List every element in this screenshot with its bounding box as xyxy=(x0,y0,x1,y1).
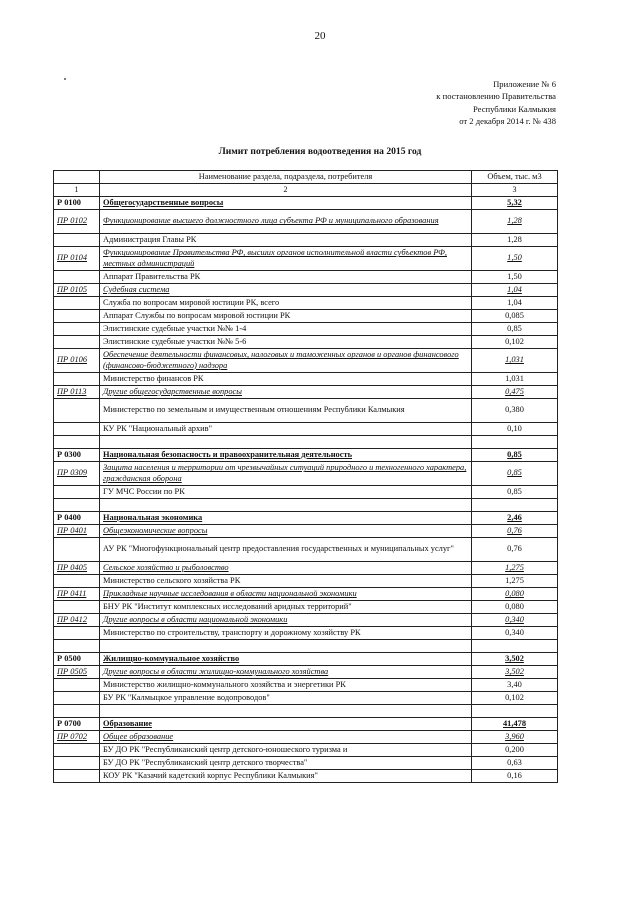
code-cell: ПР 0309 xyxy=(54,462,100,486)
code-cell: ПР 0113 xyxy=(54,386,100,399)
code-cell xyxy=(54,234,100,247)
code-cell xyxy=(54,271,100,284)
code-cell xyxy=(54,575,100,588)
name-cell: Функционирование Правительства РФ, высших органов исполнительной власти субъектов РФ, местных администраций xyxy=(100,247,472,271)
code-cell: ПР 0102 xyxy=(54,210,100,234)
consumer-row xyxy=(54,627,558,640)
code-cell xyxy=(54,757,100,770)
code-cell: ПР 0702 xyxy=(54,731,100,744)
subsection-row xyxy=(54,525,558,538)
consumer-row xyxy=(54,399,558,423)
code-cell: Р 0100 xyxy=(54,197,100,210)
volume-cell: 0,085 xyxy=(472,310,558,323)
section-row xyxy=(54,718,558,731)
code-cell: Р 0500 xyxy=(54,653,100,666)
volume-cell xyxy=(472,705,558,718)
volume-cell: 1,031 xyxy=(472,349,558,373)
name-cell: Элистинские судебные участки №№ 1-4 xyxy=(100,323,472,336)
name-cell: Министерство жилищно-коммунального хозяйства и энергетики РК xyxy=(100,679,472,692)
spacer-row xyxy=(54,499,558,512)
consumer-row xyxy=(54,770,558,783)
code-cell: ПР 0401 xyxy=(54,525,100,538)
code-cell xyxy=(54,705,100,718)
column-index: 3 xyxy=(472,184,558,197)
subsection-row xyxy=(54,614,558,627)
code-cell: ПР 0405 xyxy=(54,562,100,575)
volume-cell: 1,50 xyxy=(472,271,558,284)
subsection-row xyxy=(54,462,558,486)
column-index: 2 xyxy=(100,184,472,197)
volume-cell xyxy=(472,499,558,512)
consumer-row xyxy=(54,373,558,386)
name-cell: БУ ДО РК "Республиканский центр детского-юношеского туризма и xyxy=(100,744,472,757)
name-cell: Администрация Главы РК xyxy=(100,234,472,247)
consumer-row xyxy=(54,575,558,588)
volume-cell: 2,46 xyxy=(472,512,558,525)
consumer-row xyxy=(54,744,558,757)
volume-cell: 1,28 xyxy=(472,234,558,247)
name-cell: БУ РК "Калмыцкое управление водопроводов" xyxy=(100,692,472,705)
subsection-row xyxy=(54,731,558,744)
name-cell: Аппарат Службы по вопросам мировой юстиции РК xyxy=(100,310,472,323)
name-cell: Национальная экономика xyxy=(100,512,472,525)
document-title: Лимит потребления водоотведения на 2015 год xyxy=(218,146,422,157)
name-cell: Образование xyxy=(100,718,472,731)
volume-cell: 0,85 xyxy=(472,486,558,499)
name-cell: АУ РК "Многофункциональный центр предоставления государственных и муниципальных услуг" xyxy=(100,538,472,562)
name-cell: БУ ДО РК "Республиканский центр детского творчества" xyxy=(100,757,472,770)
appendix-line: Республики Калмыкия xyxy=(473,103,556,114)
scan-speck xyxy=(64,78,66,80)
name-cell: Защита населения и территории от чрезвычайных ситуаций природного и техногенного характера, гражданская оборона xyxy=(100,462,472,486)
name-cell: Сельское хозяйство и рыболовство xyxy=(100,562,472,575)
code-cell xyxy=(54,323,100,336)
name-cell: Общее образование xyxy=(100,731,472,744)
name-cell: Другие общегосударственные вопросы xyxy=(100,386,472,399)
code-cell xyxy=(54,310,100,323)
volume-cell: 0,102 xyxy=(472,692,558,705)
name-cell xyxy=(100,640,472,653)
name-cell xyxy=(100,705,472,718)
name-cell: Министерство по строительству, транспорту и дорожному хозяйству РК xyxy=(100,627,472,640)
code-cell xyxy=(54,679,100,692)
name-cell: Жилищно-коммунальное хозяйство xyxy=(100,653,472,666)
code-cell xyxy=(54,423,100,436)
code-cell xyxy=(54,770,100,783)
page-number: 20 xyxy=(314,30,326,42)
name-cell: КУ РК "Национальный архив" xyxy=(100,423,472,436)
code-cell: ПР 0505 xyxy=(54,666,100,679)
subsection-row xyxy=(54,349,558,373)
consumer-row xyxy=(54,323,558,336)
code-cell xyxy=(54,499,100,512)
name-cell: Министерство сельского хозяйства РК xyxy=(100,575,472,588)
volume-cell: 1,04 xyxy=(472,284,558,297)
code-cell xyxy=(54,601,100,614)
spacer-row xyxy=(54,705,558,718)
name-cell: Национальная безопасность и правоохранительная деятельность xyxy=(100,449,472,462)
volume-cell: 0,10 xyxy=(472,423,558,436)
name-cell: Аппарат Правительства РК xyxy=(100,271,472,284)
volume-cell: 0,340 xyxy=(472,627,558,640)
volume-cell: 1,275 xyxy=(472,562,558,575)
consumer-row xyxy=(54,234,558,247)
name-cell: Обеспечение деятельности финансовых, налоговых и таможенных органов и органов финансового (финансово-бюджетного) надзора xyxy=(100,349,472,373)
subsection-row xyxy=(54,666,558,679)
name-cell: БНУ РК "Институт комплексных исследований аридных территорий" xyxy=(100,601,472,614)
subsection-row xyxy=(54,210,558,234)
volume-cell: 1,04 xyxy=(472,297,558,310)
consumer-row xyxy=(54,601,558,614)
section-row xyxy=(54,197,558,210)
volume-cell: 0,85 xyxy=(472,323,558,336)
code-cell xyxy=(54,640,100,653)
volume-cell xyxy=(472,436,558,449)
code-cell: ПР 0412 xyxy=(54,614,100,627)
code-cell xyxy=(54,297,100,310)
name-cell: ГУ МЧС России по РК xyxy=(100,486,472,499)
appendix-block xyxy=(436,78,556,127)
code-cell xyxy=(54,399,100,423)
volume-cell: 1,031 xyxy=(472,373,558,386)
code-cell: Р 0400 xyxy=(54,512,100,525)
header-volume-cell: Объем, тыс. м3 xyxy=(472,171,558,184)
volume-cell: 0,85 xyxy=(472,449,558,462)
subsection-row xyxy=(54,247,558,271)
volume-cell: 0,76 xyxy=(472,538,558,562)
volume-cell: 0,200 xyxy=(472,744,558,757)
name-cell: Прикладные научные исследования в области национальной экономики xyxy=(100,588,472,601)
volume-cell: 0,85 xyxy=(472,462,558,486)
appendix-line: Приложение № 6 xyxy=(493,79,556,89)
code-cell: ПР 0106 xyxy=(54,349,100,373)
header-code-cell xyxy=(54,171,100,184)
name-cell: Министерство по земельным и имущественным отношениям Республики Калмыкия xyxy=(100,399,472,423)
volume-cell: 0,080 xyxy=(472,588,558,601)
volume-cell: 3,502 xyxy=(472,653,558,666)
subsection-row xyxy=(54,562,558,575)
consumer-row xyxy=(54,486,558,499)
volume-cell: 0,380 xyxy=(472,399,558,423)
volume-cell: 3,502 xyxy=(472,666,558,679)
appendix-line: от 2 декабря 2014 г. № 438 xyxy=(459,115,556,126)
code-cell: Р 0700 xyxy=(54,718,100,731)
appendix-line: к постановлению Правительства xyxy=(436,91,556,102)
volume-cell: 0,340 xyxy=(472,614,558,627)
spacer-row xyxy=(54,436,558,449)
volume-cell: 0,080 xyxy=(472,601,558,614)
volume-cell: 3,40 xyxy=(472,679,558,692)
subsection-row xyxy=(54,386,558,399)
name-cell: Другие вопросы в области национальной экономики xyxy=(100,614,472,627)
consumer-row xyxy=(54,297,558,310)
consumer-row xyxy=(54,757,558,770)
name-cell xyxy=(100,499,472,512)
code-cell xyxy=(54,436,100,449)
name-cell: Служба по вопросам мировой юстиции РК, всего xyxy=(100,297,472,310)
consumer-row xyxy=(54,310,558,323)
name-cell: КОУ РК "Казачий кадетский корпус Республики Калмыкия" xyxy=(100,770,472,783)
code-cell: ПР 0104 xyxy=(54,247,100,271)
volume-cell xyxy=(472,640,558,653)
column-index-row xyxy=(54,184,558,197)
consumer-row xyxy=(54,271,558,284)
subsection-row xyxy=(54,284,558,297)
volume-cell: 5,32 xyxy=(472,197,558,210)
consumer-row xyxy=(54,679,558,692)
name-cell: Общегосударственные вопросы xyxy=(100,197,472,210)
volume-cell: 0,475 xyxy=(472,386,558,399)
section-row xyxy=(54,449,558,462)
consumer-row xyxy=(54,692,558,705)
column-index: 1 xyxy=(54,184,100,197)
subsection-row xyxy=(54,588,558,601)
code-cell xyxy=(54,538,100,562)
code-cell xyxy=(54,744,100,757)
code-cell xyxy=(54,692,100,705)
name-cell xyxy=(100,436,472,449)
code-cell xyxy=(54,336,100,349)
code-cell: ПР 0105 xyxy=(54,284,100,297)
code-cell: ПР 0411 xyxy=(54,588,100,601)
volume-cell: 3,960 xyxy=(472,731,558,744)
volume-cell: 0,16 xyxy=(472,770,558,783)
volume-cell: 1,275 xyxy=(472,575,558,588)
limits-table xyxy=(53,170,558,783)
section-row xyxy=(54,512,558,525)
consumer-row xyxy=(54,538,558,562)
volume-cell: 1,50 xyxy=(472,247,558,271)
consumer-row xyxy=(54,423,558,436)
name-cell: Министерство финансов РК xyxy=(100,373,472,386)
volume-cell: 1,28 xyxy=(472,210,558,234)
volume-cell: 0,76 xyxy=(472,525,558,538)
spacer-row xyxy=(54,640,558,653)
code-cell: Р 0300 xyxy=(54,449,100,462)
name-cell: Общеэкономические вопросы xyxy=(100,525,472,538)
consumer-row xyxy=(54,336,558,349)
table-header-row xyxy=(54,171,558,184)
code-cell xyxy=(54,486,100,499)
code-cell xyxy=(54,627,100,640)
header-name-cell: Наименование раздела, подраздела, потребителя xyxy=(100,171,472,184)
name-cell: Элистинские судебные участки №№ 5-6 xyxy=(100,336,472,349)
code-cell xyxy=(54,373,100,386)
name-cell: Функционирование высшего должностного лица субъекта РФ и муниципального образования xyxy=(100,210,472,234)
volume-cell: 0,63 xyxy=(472,757,558,770)
section-row xyxy=(54,653,558,666)
volume-cell: 41,478 xyxy=(472,718,558,731)
volume-cell: 0,102 xyxy=(472,336,558,349)
name-cell: Другие вопросы в области жилищно-коммунального хозяйства xyxy=(100,666,472,679)
name-cell: Судебная система xyxy=(100,284,472,297)
